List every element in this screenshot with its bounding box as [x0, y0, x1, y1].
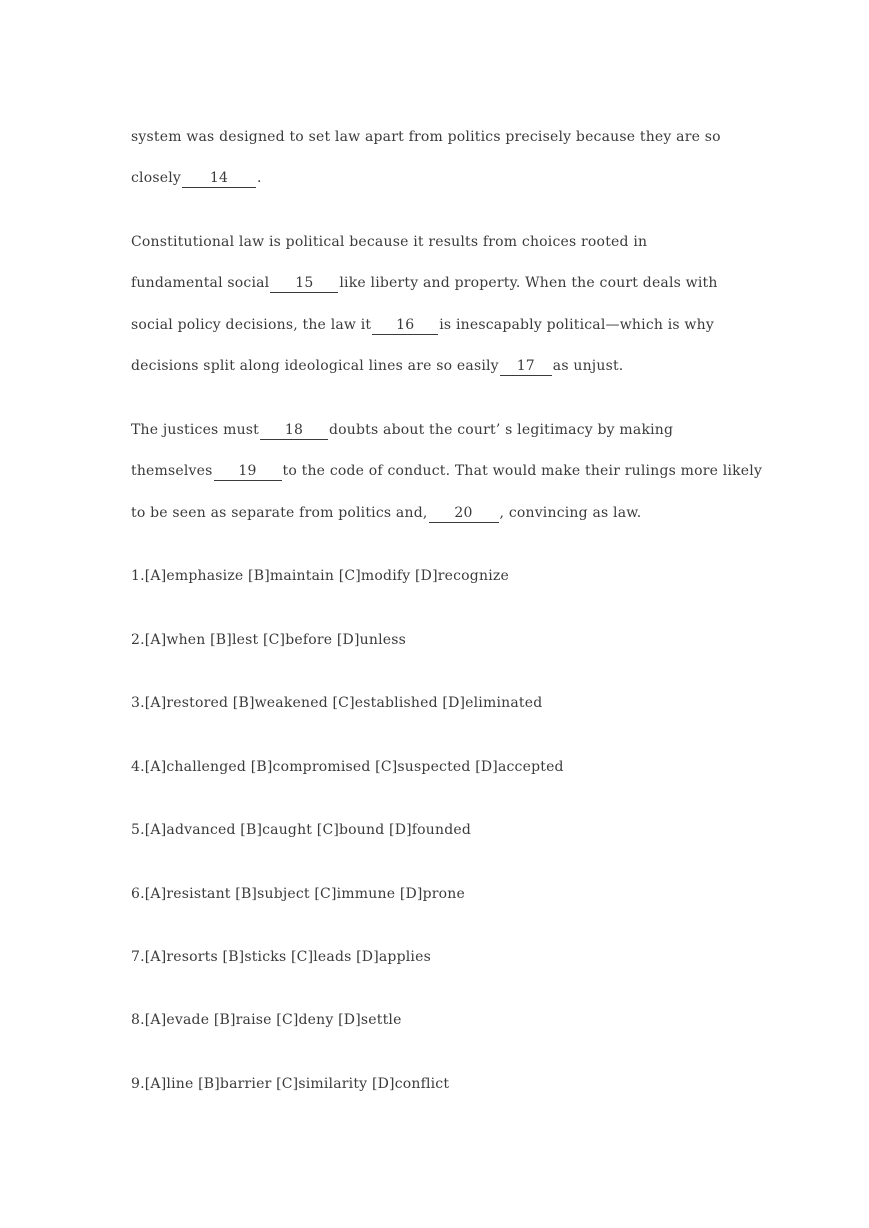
passage-text: decisions split along ideological lines are so easily: [131, 358, 499, 374]
passage-line: [131, 503, 751, 523]
passage-text: Constitutional law is political because it results from choices rooted in: [131, 234, 648, 250]
passage-line: [131, 273, 751, 293]
option-line: 1.[A]emphasize [B]maintain [C]modify [D]recognize: [131, 568, 509, 584]
blank-15: 15: [270, 275, 338, 293]
passage-line: [131, 127, 751, 147]
passage-text: is inescapably political—which is why: [439, 317, 714, 333]
passage-text: , convincing as law.: [499, 505, 642, 521]
blank-18: 18: [260, 422, 328, 440]
option-line: 7.[A]resorts [B]sticks [C]leads [D]applies: [131, 949, 431, 965]
passage-text: like liberty and property. When the court deals with: [339, 275, 718, 291]
passage-line: [131, 420, 751, 440]
passage-text: doubts about the court’ s legitimacy by making: [329, 422, 674, 438]
passage-line: [131, 461, 763, 481]
option-line: 9.[A]line [B]barrier [C]similarity [D]conflict: [131, 1076, 450, 1092]
blank-16: 16: [372, 317, 438, 335]
passage-line: [131, 356, 751, 376]
option-line: 8.[A]evade [B]raise [C]deny [D]settle: [131, 1012, 402, 1028]
blank-20: 20: [429, 505, 499, 523]
passage-line: [131, 232, 751, 252]
blank-19: 19: [214, 463, 282, 481]
option-line: 2.[A]when [B]lest [C]before [D]unless: [131, 632, 407, 648]
passage-text: fundamental social: [131, 275, 270, 291]
option-line: 5.[A]advanced [B]caught [C]bound [D]founded: [131, 822, 472, 838]
passage-text: social policy decisions, the law it: [131, 317, 372, 333]
option-line: 4.[A]challenged [B]compromised [C]suspected [D]accepted: [131, 759, 564, 775]
blank-17: 17: [500, 358, 552, 376]
passage-text: to be seen as separate from politics and,: [131, 505, 428, 521]
passage-text: system was designed to set law apart from politics precisely because they are so: [131, 129, 721, 145]
blank-14: 14: [182, 170, 256, 188]
passage-text: as unjust.: [552, 358, 624, 374]
passage-text: The justices must: [131, 422, 259, 438]
passage-text: to the code of conduct. That would make their rulings more likely: [282, 463, 763, 479]
passage-line: [131, 168, 751, 188]
passage-text: themselves: [131, 463, 213, 479]
passage-line: [131, 315, 751, 335]
passage-text: .: [257, 170, 262, 186]
option-line: 3.[A]restored [B]weakened [C]established [D]eliminated: [131, 695, 543, 711]
option-line: 6.[A]resistant [B]subject [C]immune [D]prone: [131, 886, 465, 902]
passage-text: closely: [131, 170, 182, 186]
